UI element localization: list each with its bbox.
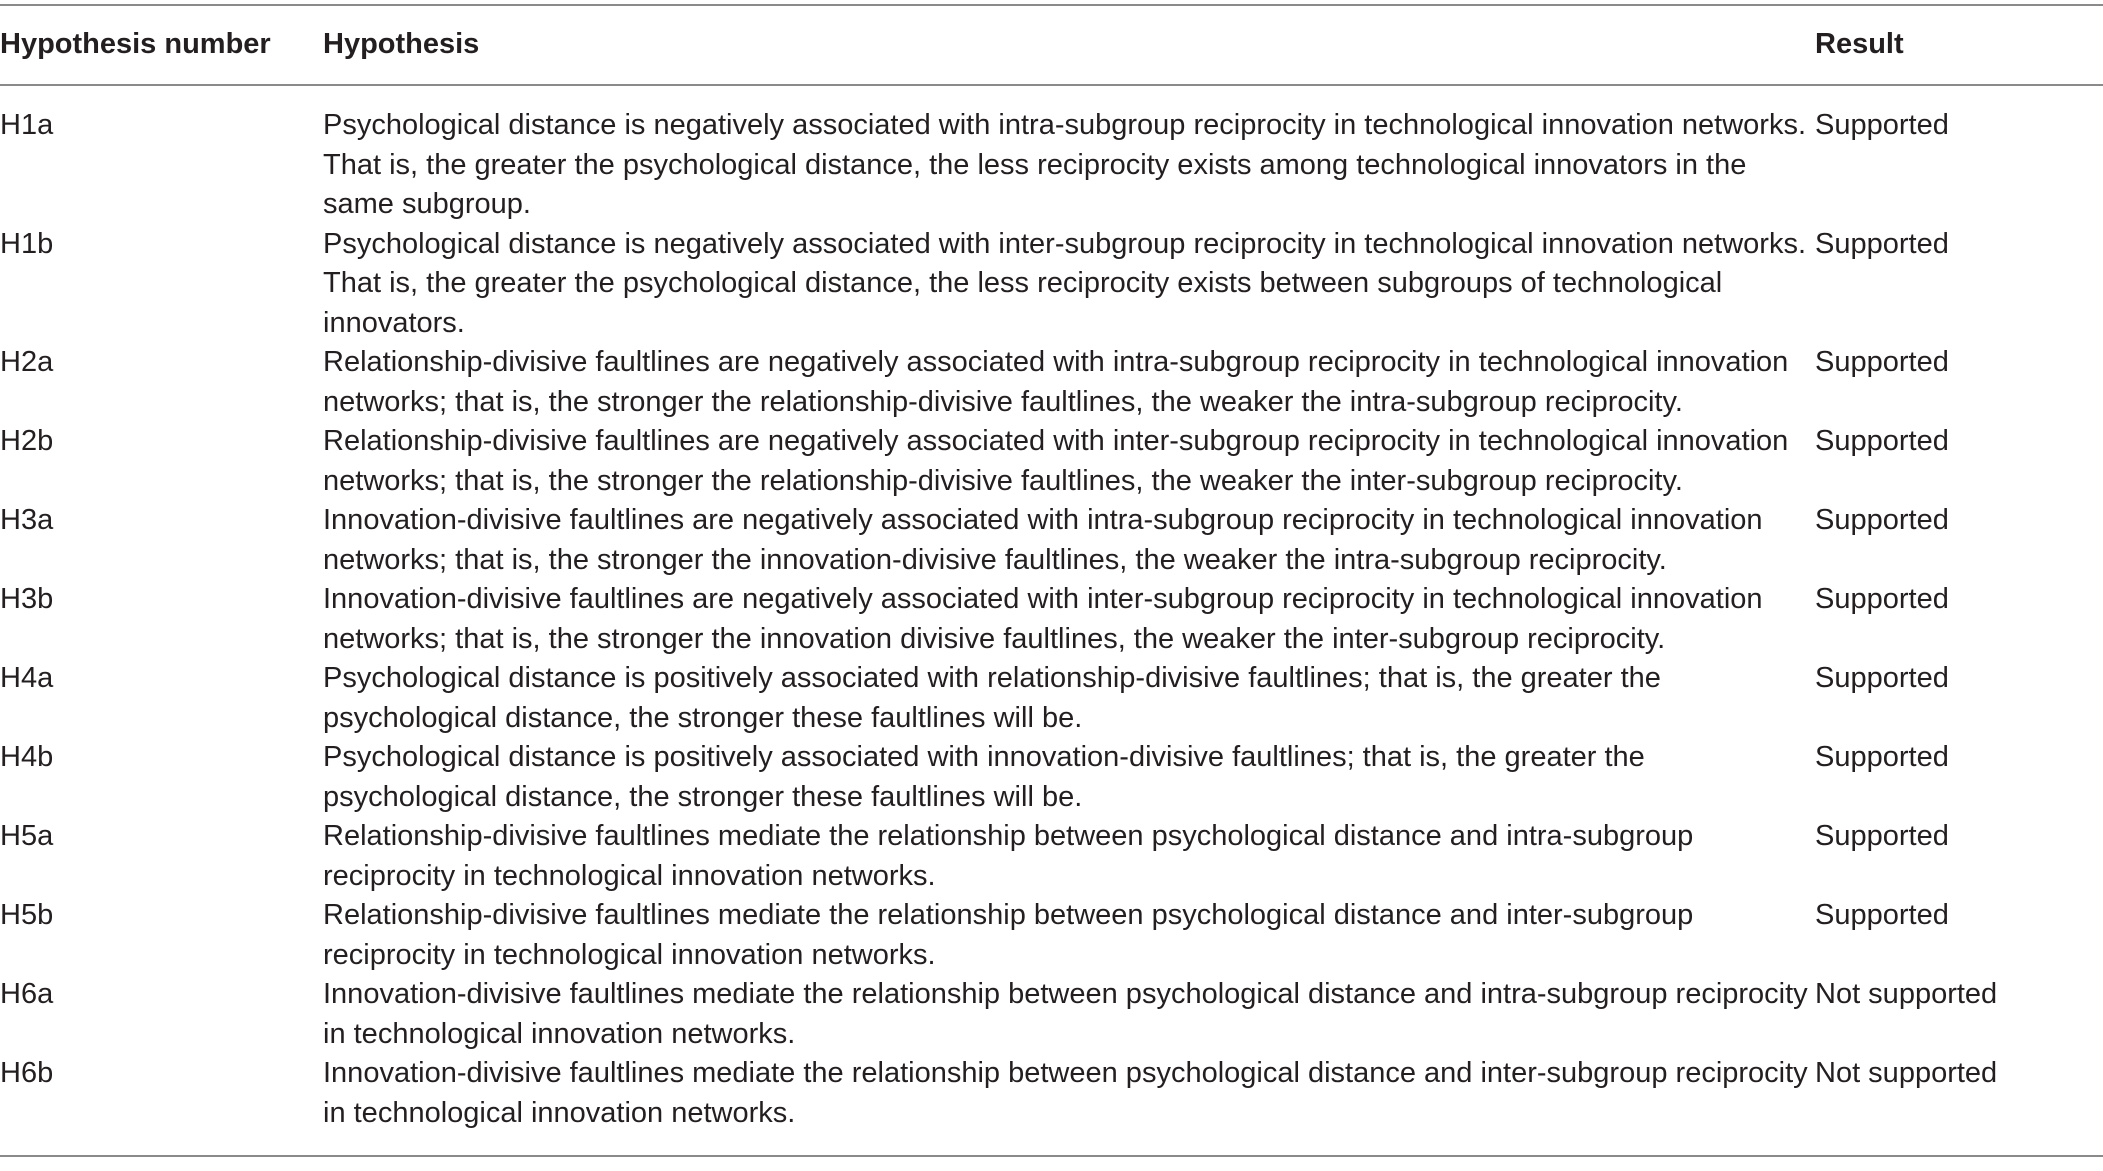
header-hypothesis-number: Hypothesis number: [0, 28, 271, 61]
hypothesis-result: Supported: [1815, 109, 1949, 141]
table-row: [0, 975, 2103, 1054]
hypothesis-number: H2b: [0, 425, 54, 457]
hypothesis-number: H1a: [0, 109, 54, 141]
table-row: [0, 817, 2103, 896]
hypothesis-number: H4a: [0, 662, 54, 694]
hypothesis-text: Psychological distance is positively associated with relationship-divisive faultlines; that is, the greater the psychological distance, the stronger these faultlines will be.: [323, 662, 1661, 734]
hypothesis-result: Supported: [1815, 662, 1949, 694]
table-row: [0, 738, 2103, 817]
hypothesis-number: H6b: [0, 1057, 54, 1089]
table-row: [0, 501, 2103, 580]
table-row: [0, 225, 2103, 344]
hypothesis-number: H3a: [0, 504, 54, 536]
hypothesis-text: Innovation-divisive faultlines mediate the relationship between psychological distance and intra-subgroup reciprocity in technological innovation networks.: [323, 978, 1808, 1050]
hypothesis-text: Psychological distance is negatively associated with inter-subgroup reciprocity in technological innovation networks. That is, the greater the psychological distance, the less reciprocity exists between subgroups of technological innovators.: [323, 227, 1807, 339]
hypotheses-table: [0, 4, 2103, 1157]
table-body: [0, 85, 2103, 1156]
hypothesis-text: Innovation-divisive faultlines are negatively associated with inter-subgroup reciprocity in technological innovation networks; that is, the stronger the innovation divisive faultlines, the weaker the inter-subgroup reciprocity.: [323, 583, 1763, 655]
hypothesis-number: H1b: [0, 227, 54, 260]
hypothesis-result: Not supported: [1815, 978, 1998, 1010]
table-header: [0, 5, 2103, 85]
hypothesis-text: Relationship-divisive faultlines are negatively associated with intra-subgroup reciprocity in technological innovation networks; that is, the stronger the relationship-divisive faultlines, the weaker the intra-subgroup reciprocity.: [323, 346, 1789, 418]
hypothesis-result: Supported: [1815, 425, 1949, 457]
hypothesis-text: Psychological distance is negatively associated with intra-subgroup reciprocity in technological innovation networks. That is, the greater the psychological distance, the less reciprocity exists among technological innovators in the same subgroup.: [323, 109, 1807, 220]
table-row: [0, 85, 2103, 225]
hypothesis-result: Supported: [1815, 346, 1949, 378]
table-row: [0, 896, 2103, 975]
hypothesis-number: H4b: [0, 741, 54, 773]
hypothesis-text: Psychological distance is positively associated with innovation-divisive faultlines; that is, the greater the psychological distance, the stronger these faultlines will be.: [323, 741, 1645, 813]
header-hypothesis: Hypothesis: [323, 28, 480, 61]
hypothesis-text: Relationship-divisive faultlines are negatively associated with inter-subgroup reciprocity in technological innovation networks; that is, the stronger the relationship-divisive faultlines, the weaker the inter-subgroup reciprocity.: [323, 425, 1789, 497]
table-row: [0, 1054, 2103, 1156]
hypothesis-text: Innovation-divisive faultlines are negatively associated with intra-subgroup reciprocity in technological innovation networks; that is, the stronger the innovation-divisive faultlines, the weaker the intra-subgroup reciprocity.: [323, 504, 1763, 576]
hypothesis-result: Supported: [1815, 820, 1949, 852]
table-row: [0, 422, 2103, 501]
hypothesis-number: H3b: [0, 583, 54, 615]
hypothesis-text: Innovation-divisive faultlines mediate the relationship between psychological distance and inter-subgroup reciprocity in technological innovation networks.: [323, 1057, 1808, 1129]
hypothesis-result: Supported: [1815, 583, 1949, 615]
hypothesis-text: Relationship-divisive faultlines mediate the relationship between psychological distance and intra-subgroup reciprocity in technological innovation networks.: [323, 820, 1694, 892]
hypothesis-number: H5a: [0, 820, 54, 852]
hypothesis-number: H6a: [0, 978, 54, 1010]
hypothesis-result: Supported: [1815, 899, 1949, 931]
hypothesis-result: Not supported: [1815, 1057, 1998, 1089]
table-row: [0, 343, 2103, 422]
header-result: Result: [1815, 28, 1904, 61]
hypothesis-result: Supported: [1815, 227, 1949, 260]
table-row: [0, 659, 2103, 738]
hypothesis-number: H5b: [0, 899, 54, 931]
hypothesis-result: Supported: [1815, 504, 1949, 536]
hypothesis-result: Supported: [1815, 741, 1949, 773]
hypothesis-text: Relationship-divisive faultlines mediate the relationship between psychological distance and inter-subgroup reciprocity in technological innovation networks.: [323, 899, 1694, 971]
table-row: [0, 580, 2103, 659]
header-row: [0, 5, 2103, 85]
hypothesis-number: H2a: [0, 346, 54, 378]
